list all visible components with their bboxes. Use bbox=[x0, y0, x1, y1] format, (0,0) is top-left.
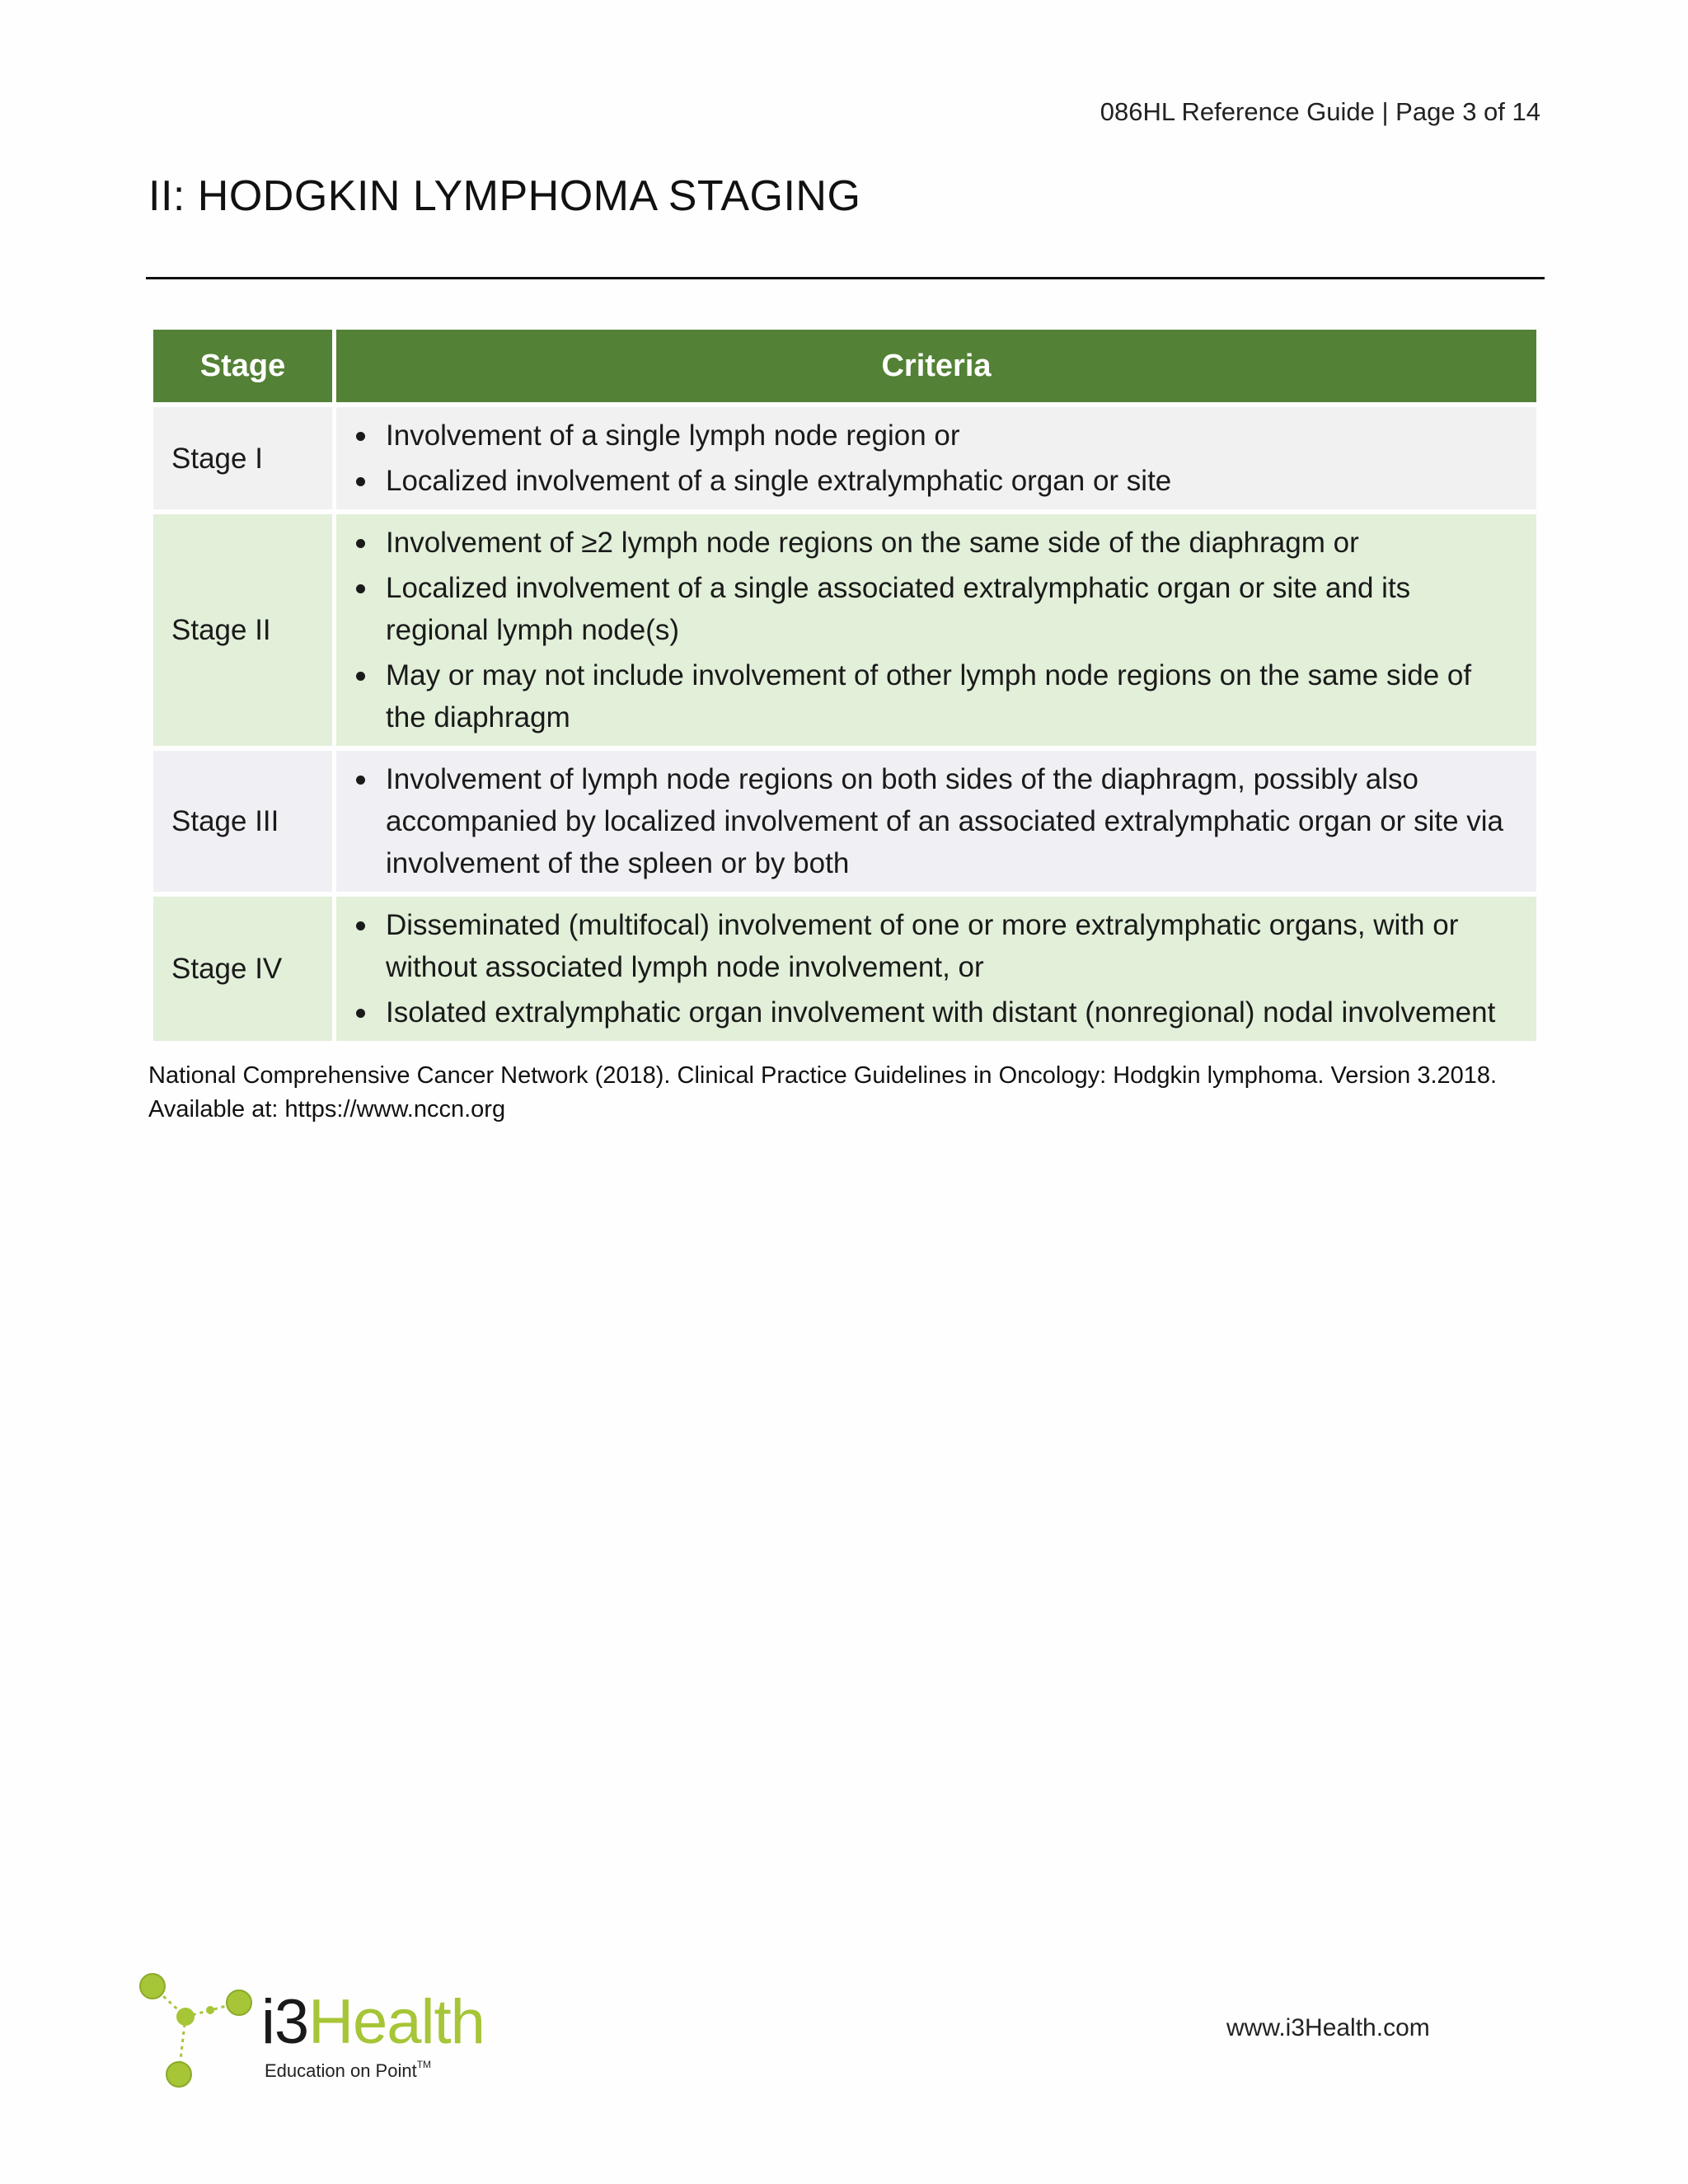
logo-wordmark bbox=[261, 1987, 485, 2057]
stage-label: Stage I bbox=[153, 407, 332, 509]
stage-label: Stage III bbox=[153, 751, 332, 892]
criteria-list bbox=[386, 415, 1517, 502]
criteria-list bbox=[386, 758, 1517, 884]
criteria-cell bbox=[336, 407, 1536, 509]
stage-label: Stage II bbox=[153, 514, 332, 746]
criteria-item: May or may not include involvement of other lymph node regions on the same side of the diaphragm bbox=[386, 654, 1517, 738]
criteria-list bbox=[386, 904, 1517, 1033]
criteria-item: Localized involvement of a single extralymphatic organ or site bbox=[386, 460, 1517, 502]
footer-website-url: www.i3Health.com bbox=[1226, 2014, 1430, 2041]
criteria-item: Disseminated (multifocal) involvement of one or more extralymphatic organs, with or without associated lymph node involvement, or bbox=[386, 904, 1517, 988]
logo-trademark: TM bbox=[416, 2059, 432, 2070]
staging-table bbox=[149, 325, 1540, 1046]
page-header-info: 086HL Reference Guide | Page 3 of 14 bbox=[1100, 97, 1540, 126]
table-row-stage-4 bbox=[153, 897, 1536, 1041]
table-row-stage-3 bbox=[153, 751, 1536, 892]
table-row-stage-1 bbox=[153, 407, 1536, 509]
criteria-cell bbox=[336, 751, 1536, 892]
logo-tagline bbox=[265, 2060, 431, 2082]
criteria-cell bbox=[336, 897, 1536, 1041]
criteria-cell bbox=[336, 514, 1536, 746]
source-citation: National Comprehensive Cancer Network (2018). Clinical Practice Guidelines in Oncology: Hodgkin lymphoma. Version 3.2018. Available at: https://www.nccn.org bbox=[148, 1062, 1498, 1122]
table-header-row bbox=[153, 330, 1536, 402]
molecule-logo-icon bbox=[136, 1971, 268, 2095]
criteria-item: Involvement of ≥2 lymph node regions on the same side of the diaphragm or bbox=[386, 522, 1517, 564]
criteria-item: Localized involvement of a single associated extralymphatic organ or site and its regional lymph node(s) bbox=[386, 567, 1517, 651]
i3health-logo bbox=[136, 1971, 499, 2095]
criteria-item: Isolated extralymphatic organ involvement with distant (nonregional) nodal involvement bbox=[386, 991, 1517, 1033]
logo-name-i3: i3 bbox=[261, 1987, 309, 2057]
logo-name-health: Health bbox=[308, 1987, 485, 2057]
logo-tagline-text: Education on Point bbox=[265, 2060, 417, 2081]
stage-label: Stage IV bbox=[153, 897, 332, 1041]
column-header-criteria: Criteria bbox=[336, 330, 1536, 402]
column-header-stage: Stage bbox=[153, 330, 332, 402]
criteria-list bbox=[386, 522, 1517, 738]
title-divider bbox=[146, 277, 1545, 279]
section-title: II: HODGKIN LYMPHOMA STAGING bbox=[148, 172, 861, 220]
criteria-item: Involvement of a single lymph node region or bbox=[386, 415, 1517, 457]
table-row-stage-2 bbox=[153, 514, 1536, 746]
criteria-item: Involvement of lymph node regions on both sides of the diaphragm, possibly also accompanied by localized involvement of an associated extralymphatic organ or site via involvement of the spleen or by both bbox=[386, 758, 1517, 884]
